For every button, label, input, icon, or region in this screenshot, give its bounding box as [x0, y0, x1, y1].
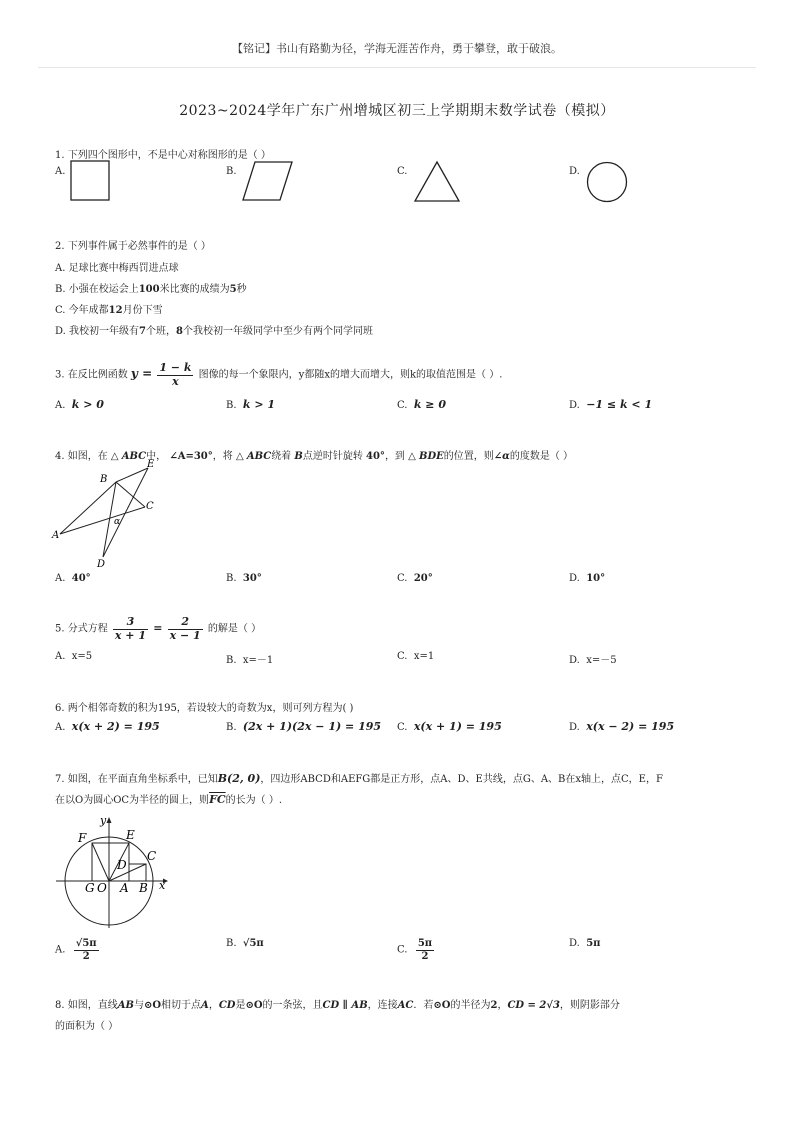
- q3-option-b: B. k > 1: [226, 398, 276, 411]
- q4-option-c: C. 20°: [397, 573, 433, 584]
- q1-option-b-label: B.: [226, 166, 237, 177]
- q5-option-b: B. x=－1: [226, 655, 274, 666]
- q1-option-c-label: C.: [397, 166, 408, 177]
- q4-figure: [50, 458, 170, 573]
- q7-label-f: F: [78, 831, 87, 845]
- q2-option-c: C. 今年成都12月份下雪: [55, 305, 163, 316]
- q1-parallelogram-figure: [242, 160, 294, 202]
- q7-label-x: x: [159, 879, 166, 892]
- q4-stem: 4. 如图，在 △ ABC中， ∠A=30°，将 △ ABC绕着 B点逆时针旋转 40°，到 △ BDE的位置，则∠α的度数是（ ）: [55, 451, 574, 462]
- q4-label-d: D: [97, 559, 106, 570]
- q7-label-g: G: [85, 881, 95, 895]
- q4-label-alpha: α: [114, 517, 121, 527]
- q1-stem: 1. 下列四个图形中，不是中心对称图形的是（ ）: [55, 150, 271, 161]
- q8-stem-line2: 的面积为（ ）: [55, 1021, 119, 1032]
- q7-label-d: D: [117, 858, 127, 872]
- q7-label-y: y: [100, 814, 107, 827]
- q4-option-a: A. 40°: [55, 573, 91, 584]
- q5-option-c: C. x=1: [397, 651, 435, 662]
- q3-stem: 3. 在反比例函数 y = $\frac{1 - k}{x}$ 图像的每一个象限内，y都随x的增大而增大，则k的取值范围是（ ）.: [55, 361, 503, 388]
- q6-option-b: B. (2x + 1)(2x − 1) = 195: [226, 720, 382, 733]
- q7-option-a: A. $\frac{√5\pi}{2}$: [55, 938, 97, 962]
- q3-option-c: C. k ≥ 0: [397, 398, 446, 411]
- q2-stem: 2. 下列事件属于必然事件的是（ ）: [55, 241, 211, 252]
- q7-stem-line2: 在以O为圆心OC为半径的圆上，则$\overline{FC}$的长为（ ）.: [55, 793, 282, 806]
- q4-label-b: B: [100, 474, 108, 485]
- q2-option-d: D. 我校初一年级有7个班，8个我校初一年级同学中至少有两个同学同班: [55, 326, 373, 337]
- q7-label-c: C: [147, 849, 157, 863]
- q3-option-d: D. −1 ≤ k < 1: [569, 398, 653, 411]
- q1-triangle-figure: [414, 160, 464, 204]
- q8-stem-line1: 8. 如图，直线AB与⊙O相切于点A，CD是⊙O的一条弦，且CD ∥ AB，连接AC．若⊙O的半径为2，CD = 2√3，则阴影部分: [55, 1000, 620, 1011]
- q5-option-a: A. x=5: [55, 651, 93, 662]
- q4-label-c: C: [146, 501, 154, 512]
- q6-option-d: D. x(x − 2) = 195: [569, 720, 675, 733]
- q7-stem-line1: 7. 如图，在平面直角坐标系中，已知B(2, 0)，四边形ABCD和AEFG都是正方形，点A、D、E共线，点G、A、B在x轴上，点C，E，F: [55, 772, 663, 785]
- q5-stem: 5. 分式方程 $\frac{3}{x + 1}$ = $\frac{2}{x - 1}$ 的解是（ ）: [55, 615, 262, 642]
- q4-label-e: E: [147, 459, 155, 470]
- q1-square-figure: [70, 160, 112, 202]
- q7-option-d: D. 5π: [569, 938, 601, 949]
- q3-option-a: A. k > 0: [55, 398, 104, 411]
- q7-label-a: A: [120, 881, 129, 895]
- q1-circle-figure: [586, 160, 630, 204]
- q1-option-a-label: A.: [55, 166, 66, 177]
- q7-label-b: B: [139, 881, 148, 895]
- motto: 【铭记】书山有路勤为径，学海无涯苦作舟，勇于攀登，敢于破浪。: [232, 42, 562, 55]
- q4-option-b: B. 30°: [226, 573, 262, 584]
- q7-option-c: C. $\frac{5\pi}{2}$: [397, 938, 433, 962]
- page-title: 2023~2024学年广东广州增城区初三上学期期末数学试卷（模拟）: [179, 103, 615, 119]
- q7-label-e: E: [126, 828, 135, 842]
- header-divider: [38, 67, 756, 68]
- q1-option-d-label: D.: [569, 166, 580, 177]
- q7-figure: [52, 812, 182, 930]
- q7-option-b: B. √5π: [226, 938, 264, 949]
- q6-option-c: C. x(x + 1) = 195: [397, 720, 502, 733]
- q6-option-a: A. x(x + 2) = 195: [55, 720, 160, 733]
- q4-option-d: D. 10°: [569, 573, 606, 584]
- q2-option-b: B. 小强在校运会上100米比赛的成绩为5秒: [55, 284, 247, 295]
- q7-label-o: O: [97, 881, 107, 895]
- q2-option-a: A. 足球比赛中梅西罚进点球: [55, 263, 179, 274]
- q4-label-a: A: [52, 530, 60, 541]
- q5-option-d: D. x=－5: [569, 655, 617, 666]
- q6-stem: 6. 两个相邻奇数的积为195，若设较大的奇数为x，则可列方程为( ): [55, 703, 354, 714]
